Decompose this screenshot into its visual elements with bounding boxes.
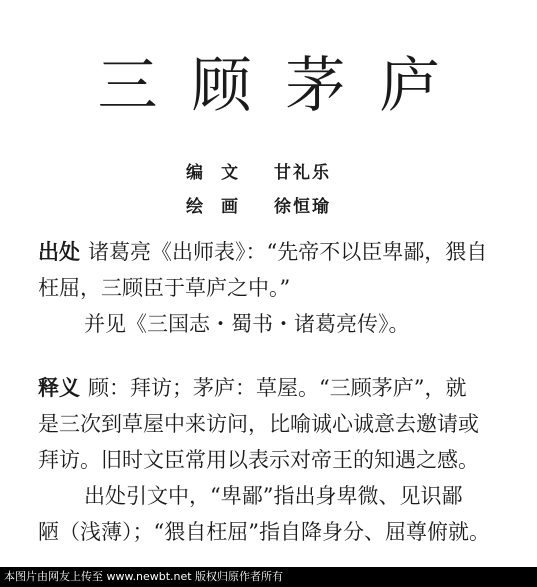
writer-credit [186, 158, 331, 183]
source-label: 出处 [38, 240, 80, 264]
meaning-line-5: 陋（浅薄）；“猥自枉屈”指自降身分、屈尊俯就。 [38, 520, 490, 544]
watermark-footer: 本图片由网友上传至 www.newbt.net 版权归原作者所有 [0, 567, 537, 587]
meaning-line-1 [38, 372, 508, 402]
artist-credit [186, 192, 331, 217]
meaning-label: 释义 [38, 376, 80, 400]
artist-name: 徐恒瑜 [274, 197, 331, 217]
source-text-1: 诸葛亮《出师表》：“先帝不以臣卑鄙，猥自 [88, 240, 488, 264]
page-title: 三顾茅庐 [97, 51, 474, 121]
source-line-1 [38, 236, 508, 266]
writer-role: 编文 [186, 163, 256, 183]
writer-name: 甘礼乐 [274, 163, 331, 183]
meaning-line-4: 出处引文中，“卑鄙”指出身卑微、见识鄙 [84, 484, 463, 508]
meaning-line-2: 是三次到草屋中来访问，比喻诚心诚意去邀请或 [38, 412, 479, 436]
source-line-2: 枉屈，三顾臣于草庐之中。” [38, 276, 291, 300]
meaning-text-1: 顾：拜访；茅庐：草屋。“三顾茅庐”，就 [88, 376, 467, 400]
artist-role: 绘画 [186, 197, 256, 217]
source-line-3: 并见《三国志・蜀书・诸葛亮传》。 [84, 312, 410, 336]
meaning-line-3: 拜访。旧时文臣常用以表示对帝王的知遇之感。 [38, 448, 479, 472]
